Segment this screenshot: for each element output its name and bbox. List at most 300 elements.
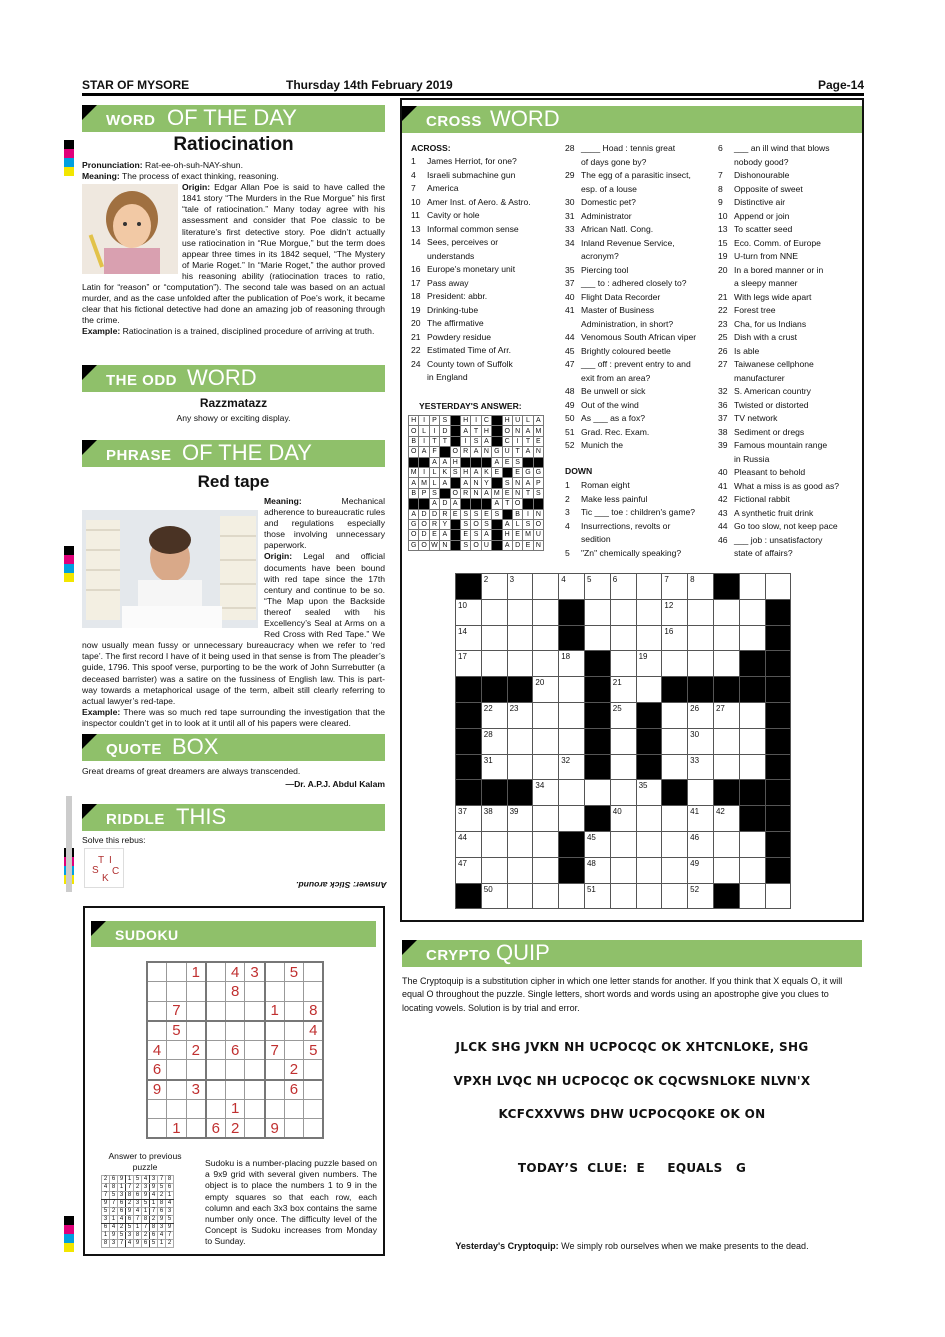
sudoku-cell[interactable] (206, 1001, 226, 1021)
crossword-cell[interactable] (713, 651, 739, 677)
clue-text: Administration, in short? (581, 318, 674, 329)
crossword-cell[interactable] (559, 780, 585, 806)
sudoku-cell[interactable]: 9 (265, 1119, 285, 1139)
crossword-cell[interactable] (559, 806, 585, 832)
crossword-cell[interactable] (481, 831, 507, 857)
crossword-cell[interactable] (456, 831, 482, 857)
sudoku-cell[interactable] (304, 1099, 324, 1119)
crossword-cell[interactable] (481, 780, 507, 806)
crossword-cell[interactable] (713, 702, 739, 728)
answer-cell: O (471, 519, 481, 529)
answer-cell: I (419, 467, 429, 477)
cell-number: 6 (612, 575, 618, 584)
yesterday-cryptoquip (402, 1241, 862, 1251)
crossword-cell[interactable] (739, 806, 765, 832)
crossword-cell[interactable] (507, 883, 533, 909)
sudoku-cell[interactable]: 4 (304, 1021, 324, 1041)
sudoku-cell[interactable]: 3 (186, 1080, 206, 1100)
sudoku-cell[interactable] (167, 1060, 187, 1080)
clue (565, 196, 696, 210)
crossword-cell[interactable] (456, 599, 482, 625)
clue-text: sedition (581, 534, 611, 544)
clue-number: 41 (718, 480, 728, 491)
crossword-cell[interactable] (688, 728, 714, 754)
crossword-cell[interactable] (507, 677, 533, 703)
sudoku-cell[interactable] (245, 1001, 265, 1021)
sudoku-cell[interactable] (265, 982, 285, 1002)
crossword-cell[interactable] (739, 625, 765, 651)
previous-sudoku-cell: 9 (158, 1216, 166, 1224)
crossword-cell[interactable] (765, 625, 791, 651)
sudoku-cell[interactable]: 2 (225, 1119, 245, 1139)
clue (411, 155, 531, 169)
crossword-cell[interactable] (533, 625, 559, 651)
crossword-cell[interactable] (584, 857, 610, 883)
crossword-cell[interactable] (533, 754, 559, 780)
crossword-cell[interactable] (765, 599, 791, 625)
crossword-cell[interactable] (688, 702, 714, 728)
crossword-cell[interactable] (765, 677, 791, 703)
crossword-cell[interactable] (533, 806, 559, 832)
crossword-cell[interactable] (688, 780, 714, 806)
crossword-cell[interactable] (662, 625, 688, 651)
crossword-cell[interactable] (636, 728, 662, 754)
crossword-cell[interactable] (456, 574, 482, 600)
sudoku-cell[interactable] (225, 1060, 245, 1080)
crossword-cell[interactable] (610, 780, 636, 806)
clue-text: manufacturer (734, 372, 785, 383)
crossword-cell[interactable] (688, 574, 714, 600)
cell-number: 45 (586, 832, 596, 842)
crossword-cell[interactable] (662, 702, 688, 728)
sudoku-cell[interactable] (206, 1021, 226, 1041)
crossword-cell[interactable] (610, 677, 636, 703)
previous-answer-label: Answer to previous puzzle (108, 1151, 182, 1172)
crossword-cell[interactable] (456, 806, 482, 832)
crossword-cell[interactable] (559, 625, 585, 651)
crossword-cell[interactable] (636, 857, 662, 883)
crossword-cell[interactable] (584, 754, 610, 780)
sudoku-cell[interactable]: 5 (304, 1040, 324, 1060)
crossword-cell[interactable] (507, 574, 533, 600)
crossword-cell[interactable] (559, 857, 585, 883)
crossword-cell[interactable] (662, 754, 688, 780)
crossword-cell[interactable] (662, 574, 688, 600)
sudoku-cell[interactable] (245, 1021, 265, 1041)
sudoku-cell[interactable] (206, 1080, 226, 1100)
crossword-cell[interactable] (713, 728, 739, 754)
crossword-cell[interactable] (481, 806, 507, 832)
crossword-cell[interactable] (584, 574, 610, 600)
sudoku-cell[interactable] (245, 1060, 265, 1080)
crossword-cell[interactable] (739, 702, 765, 728)
crossword-cell[interactable] (765, 574, 791, 600)
crossword-cell[interactable] (739, 677, 765, 703)
crossword-cell[interactable] (610, 831, 636, 857)
clue-text: Cavity or hole (427, 210, 480, 220)
crossword-cell[interactable] (507, 831, 533, 857)
crossword-cell[interactable] (507, 754, 533, 780)
sudoku-cell[interactable]: 3 (245, 962, 265, 982)
crossword-cell[interactable] (584, 625, 610, 651)
sudoku-cell[interactable] (206, 1040, 226, 1060)
crossword-cell[interactable] (688, 754, 714, 780)
sudoku-cell[interactable] (167, 982, 187, 1002)
crossword-cell[interactable] (481, 702, 507, 728)
sudoku-cell[interactable] (265, 1060, 285, 1080)
sudoku-cell[interactable] (167, 1040, 187, 1060)
sudoku-cell[interactable] (245, 1119, 265, 1139)
sudoku-cell[interactable] (186, 1119, 206, 1139)
crossword-cell[interactable] (765, 651, 791, 677)
sudoku-cell[interactable]: 7 (265, 1040, 285, 1060)
answer-cell (440, 447, 450, 457)
crossword-cell[interactable] (507, 702, 533, 728)
sudoku-cell[interactable] (186, 982, 206, 1002)
crossword-cell[interactable] (481, 677, 507, 703)
crossword-cell[interactable] (636, 780, 662, 806)
sudoku-cell[interactable]: 1 (186, 962, 206, 982)
answer-cell: R (440, 509, 450, 519)
crossword-cell[interactable] (739, 574, 765, 600)
sudoku-cell[interactable] (304, 1119, 324, 1139)
crossword-cell[interactable] (739, 599, 765, 625)
crossword-cell[interactable] (533, 780, 559, 806)
crossword-cell[interactable] (507, 625, 533, 651)
crossword-cell[interactable] (456, 677, 482, 703)
crossword-cell[interactable] (739, 857, 765, 883)
crossword-cell[interactable] (456, 728, 482, 754)
crossword-cell[interactable] (636, 754, 662, 780)
crossword-cell[interactable] (481, 857, 507, 883)
crossword-cell[interactable] (662, 883, 688, 909)
answer-cell: A (523, 447, 533, 457)
crossword-cell[interactable] (507, 728, 533, 754)
crossword-cell[interactable] (481, 599, 507, 625)
answer-cell (460, 457, 470, 467)
crossword-cell[interactable] (636, 677, 662, 703)
sudoku-cell[interactable] (147, 1021, 167, 1041)
crossword-cell[interactable] (610, 651, 636, 677)
sudoku-cell[interactable] (167, 1099, 187, 1119)
cell-number: 33 (690, 755, 700, 765)
crossword-cell[interactable] (765, 883, 791, 909)
sudoku-cell[interactable] (225, 1021, 245, 1041)
sudoku-cell[interactable] (284, 982, 304, 1002)
crossword-cell[interactable] (584, 806, 610, 832)
answer-cell (502, 467, 512, 477)
crossword-cell[interactable] (610, 754, 636, 780)
crossword-cell[interactable] (713, 574, 739, 600)
sudoku-cell[interactable] (284, 1021, 304, 1041)
crossword-cell[interactable] (481, 728, 507, 754)
crossword-cell[interactable] (662, 780, 688, 806)
answer-cell (450, 416, 460, 426)
crossword-cell[interactable] (765, 780, 791, 806)
crossword-cell[interactable] (610, 883, 636, 909)
crossword-cell[interactable] (456, 702, 482, 728)
sudoku-cell[interactable] (147, 1099, 167, 1119)
crossword-cell[interactable] (456, 754, 482, 780)
answer-cell: T (502, 499, 512, 509)
clue-number: 20 (411, 318, 421, 328)
sudoku-cell[interactable] (245, 1040, 265, 1060)
crossword-cell[interactable] (456, 883, 482, 909)
crossword-cell[interactable] (662, 728, 688, 754)
crossword-cell[interactable] (688, 831, 714, 857)
sudoku-cell[interactable] (265, 1080, 285, 1100)
crossword-cell[interactable] (533, 857, 559, 883)
crossword-cell[interactable] (765, 728, 791, 754)
sudoku-cell[interactable] (284, 1040, 304, 1060)
sudoku-cell[interactable]: 6 (147, 1060, 167, 1080)
crossword-cell[interactable] (636, 651, 662, 677)
crossword-cell[interactable] (636, 625, 662, 651)
crossword-cell[interactable] (507, 857, 533, 883)
crossword-cell[interactable] (559, 702, 585, 728)
crossword-cell[interactable] (481, 883, 507, 909)
crossword-cell[interactable] (739, 728, 765, 754)
crossword-cell[interactable] (739, 883, 765, 909)
crossword-cell[interactable] (688, 857, 714, 883)
crossword-cell[interactable] (533, 677, 559, 703)
crossword-cell[interactable] (636, 574, 662, 600)
sudoku-cell[interactable] (147, 1001, 167, 1021)
crossword-cell[interactable] (662, 599, 688, 625)
crossword-cell[interactable] (533, 728, 559, 754)
sudoku-cell[interactable]: 4 (225, 962, 245, 982)
crossword-cell[interactable] (713, 677, 739, 703)
clue-number: 22 (718, 305, 728, 315)
crossword-cell[interactable] (584, 651, 610, 677)
sudoku-cell[interactable] (186, 1021, 206, 1041)
word-of-day-banner (82, 105, 385, 132)
clue (718, 480, 839, 494)
crossword-cell[interactable] (688, 599, 714, 625)
crossword-cell[interactable] (533, 702, 559, 728)
sudoku-cell[interactable] (206, 1099, 226, 1119)
crossword-cell[interactable] (456, 651, 482, 677)
crossword-cell[interactable] (713, 599, 739, 625)
crossword-cell[interactable] (610, 702, 636, 728)
crossword-cell[interactable] (533, 574, 559, 600)
answer-cell: N (512, 488, 522, 498)
sudoku-cell[interactable] (304, 982, 324, 1002)
sudoku-cell[interactable] (304, 962, 324, 982)
sudoku-cell[interactable] (186, 1060, 206, 1080)
crossword-cell[interactable] (584, 728, 610, 754)
cell-number: 2 (483, 575, 489, 584)
crossword-cell[interactable] (662, 806, 688, 832)
sudoku-cell[interactable] (147, 982, 167, 1002)
meaning: Mechanical adherence to bureaucratic rules and regulations especially those involving unnecessary paperwork. (264, 496, 385, 551)
crossword-cell[interactable] (533, 883, 559, 909)
cell-number: 38 (483, 807, 493, 817)
crossword-cell[interactable] (688, 651, 714, 677)
crossword-cell[interactable] (662, 831, 688, 857)
crossword-cell[interactable] (584, 599, 610, 625)
crossword-cell[interactable] (765, 702, 791, 728)
crossword-cell[interactable] (765, 857, 791, 883)
sudoku-cell[interactable] (147, 962, 167, 982)
sudoku-cell[interactable] (225, 1001, 245, 1021)
crossword-cell[interactable] (688, 806, 714, 832)
crossword-cell[interactable] (739, 831, 765, 857)
crossword-cell[interactable] (713, 883, 739, 909)
cell-number: 23 (509, 703, 519, 713)
sudoku-cell[interactable]: 9 (147, 1080, 167, 1100)
clue-number: 30 (565, 197, 575, 207)
crossword-cell[interactable] (559, 831, 585, 857)
crossword-cell[interactable] (533, 599, 559, 625)
sudoku-cell[interactable]: 5 (284, 962, 304, 982)
crossword-cell[interactable] (610, 806, 636, 832)
sudoku-cell[interactable]: 1 (225, 1099, 245, 1119)
crossword-cell[interactable] (636, 806, 662, 832)
sudoku-cell[interactable] (167, 1080, 187, 1100)
crossword-cell[interactable] (456, 857, 482, 883)
crossword-cell[interactable] (662, 677, 688, 703)
crossword-cell[interactable] (636, 702, 662, 728)
sudoku-cell[interactable]: 6 (225, 1040, 245, 1060)
crossword-cell[interactable] (688, 625, 714, 651)
crossword-cell[interactable] (481, 574, 507, 600)
cell-number: 47 (458, 858, 467, 868)
answer-cell: H (502, 416, 512, 426)
sudoku-cell[interactable] (245, 1099, 265, 1119)
sudoku-cell[interactable]: 1 (265, 1001, 285, 1021)
sudoku-cell[interactable] (186, 1099, 206, 1119)
sudoku-cell[interactable] (304, 1080, 324, 1100)
sudoku-cell[interactable]: 2 (186, 1040, 206, 1060)
sudoku-cell[interactable] (147, 1119, 167, 1139)
crossword-cell[interactable] (559, 754, 585, 780)
crossword-cell[interactable] (739, 651, 765, 677)
crossword-cell[interactable] (533, 831, 559, 857)
clue-number: 9 (718, 197, 723, 207)
crossword-cell[interactable] (610, 625, 636, 651)
crossword-grid (455, 573, 791, 909)
crossword-cell[interactable] (713, 625, 739, 651)
crossword-cell[interactable] (713, 754, 739, 780)
odd-word-banner (82, 365, 385, 392)
crossword-cell[interactable] (507, 780, 533, 806)
sudoku-cell[interactable] (265, 1021, 285, 1041)
crossword-cell[interactable] (584, 677, 610, 703)
sudoku-cell[interactable] (245, 982, 265, 1002)
crossword-cell[interactable] (739, 754, 765, 780)
crossword-cell[interactable] (481, 651, 507, 677)
crossword-cell[interactable] (688, 883, 714, 909)
crossword-cell[interactable] (765, 831, 791, 857)
crossword-cell[interactable] (559, 728, 585, 754)
sudoku-cell[interactable]: 8 (225, 982, 245, 1002)
crossword-cell[interactable] (713, 780, 739, 806)
crossword-cell[interactable] (456, 780, 482, 806)
sudoku-cell[interactable] (206, 962, 226, 982)
sudoku-cell[interactable]: 4 (147, 1040, 167, 1060)
crossword-cell[interactable] (507, 599, 533, 625)
sudoku-cell[interactable] (284, 1001, 304, 1021)
crossword-cell[interactable] (533, 651, 559, 677)
crossword-cell[interactable] (559, 883, 585, 909)
sudoku-cell[interactable] (245, 1080, 265, 1100)
side-bar (66, 796, 72, 892)
crossword-cell[interactable] (456, 625, 482, 651)
sudoku-cell[interactable] (206, 982, 226, 1002)
crossword-cell[interactable] (584, 831, 610, 857)
clue-text: America (427, 183, 459, 193)
crossword-cell[interactable] (713, 831, 739, 857)
sudoku-cell[interactable] (304, 1060, 324, 1080)
sudoku-cell[interactable]: 6 (206, 1119, 226, 1139)
crossword-cell[interactable] (765, 754, 791, 780)
crossword-cell[interactable] (610, 599, 636, 625)
sudoku-cell[interactable] (167, 962, 187, 982)
crossword-cell[interactable] (559, 651, 585, 677)
sudoku-cell[interactable] (225, 1080, 245, 1100)
crossword-cell[interactable] (688, 677, 714, 703)
sudoku-cell[interactable]: 8 (304, 1001, 324, 1021)
sudoku-cell[interactable] (206, 1060, 226, 1080)
crossword-cell[interactable] (481, 625, 507, 651)
sudoku-cell[interactable] (186, 1001, 206, 1021)
sudoku-cell[interactable] (265, 962, 285, 982)
clue-number: 28 (565, 143, 575, 153)
sudoku-cell[interactable] (284, 1119, 304, 1139)
down-clues (565, 479, 695, 560)
crossword-cell[interactable] (713, 806, 739, 832)
sudoku-cell[interactable] (284, 1099, 304, 1119)
sudoku-cell[interactable]: 7 (167, 1001, 187, 1021)
crossword-cell[interactable] (584, 883, 610, 909)
crossword-cell[interactable] (636, 831, 662, 857)
answer-cell: M (523, 530, 533, 540)
answer-cell: A (440, 478, 450, 488)
answer-cell (471, 499, 481, 509)
crossword-cell[interactable] (584, 780, 610, 806)
sudoku-cell[interactable] (265, 1099, 285, 1119)
sudoku-cell[interactable]: 6 (284, 1080, 304, 1100)
sudoku-cell[interactable]: 2 (284, 1060, 304, 1080)
crossword-cell[interactable] (507, 651, 533, 677)
crossword-cell[interactable] (739, 780, 765, 806)
crossword-cell[interactable] (610, 857, 636, 883)
crossword-cell[interactable] (507, 806, 533, 832)
answer-cell: I (419, 436, 429, 446)
previous-sudoku-cell: 2 (126, 1200, 134, 1208)
crossword-cell[interactable] (636, 599, 662, 625)
sudoku-cell[interactable]: 1 (167, 1119, 187, 1139)
crossword-cell[interactable] (559, 574, 585, 600)
crossword-cell[interactable] (481, 754, 507, 780)
crossword-cell[interactable] (584, 702, 610, 728)
crossword-cell[interactable] (662, 857, 688, 883)
sudoku-cell[interactable]: 5 (167, 1021, 187, 1041)
crossword-cell[interactable] (713, 857, 739, 883)
crossword-cell[interactable] (559, 599, 585, 625)
answer-cell: E (429, 530, 439, 540)
crossword-cell[interactable] (636, 883, 662, 909)
crossword-cell[interactable] (662, 651, 688, 677)
crossword-cell[interactable] (610, 574, 636, 600)
clue-text: Domestic pet? (581, 197, 636, 207)
previous-sudoku-cell: 6 (166, 1184, 174, 1192)
crossword-cell[interactable] (559, 677, 585, 703)
crossword-cell[interactable] (610, 728, 636, 754)
crossword-cell[interactable] (765, 806, 791, 832)
previous-sudoku-cell: 8 (166, 1176, 174, 1184)
